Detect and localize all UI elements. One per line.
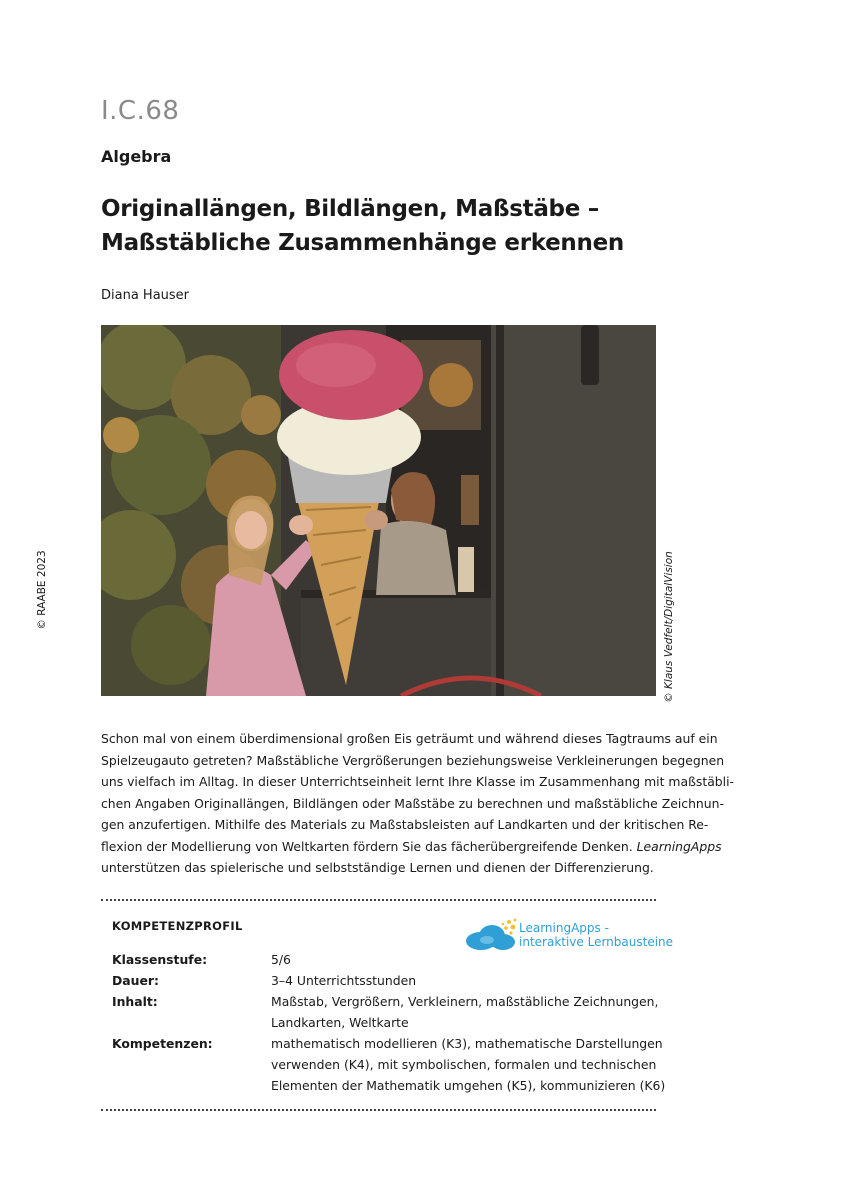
photo-credit: © Klaus Vedfelt/DigitalVision bbox=[663, 551, 675, 703]
intro-line: Spielzeugauto getreten? Maßstäbliche Vergrößerungen beziehungsweise Verkleinerungen begegnen bbox=[101, 752, 725, 768]
profile-value bbox=[271, 991, 659, 1033]
logo-line-1: LearningApps - bbox=[519, 921, 609, 935]
profile-value-line: Maßstab, Vergrößern, Verkleinern, maßstäbliche Zeichnungen, bbox=[271, 994, 659, 1009]
intro-line: gen anzufertigen. Mithilfe des Materials zu Maßstabsleisten auf Landkarten und der kritischen Re- bbox=[101, 817, 709, 832]
profile-value-line: 3–4 Unterrichtsstunden bbox=[271, 973, 417, 988]
cloud-icon bbox=[465, 914, 521, 954]
copyright-notice: © RAABE 2023 bbox=[36, 550, 48, 630]
profile-value bbox=[271, 970, 651, 991]
profile-row-kompetenzen bbox=[112, 1033, 666, 1096]
profile-label: Klassenstufe: bbox=[112, 952, 208, 967]
intro-paragraph bbox=[101, 728, 735, 879]
dotted-divider-bottom bbox=[101, 1109, 656, 1111]
profile-label: Kompetenzen: bbox=[112, 1036, 213, 1051]
intro-line-6 bbox=[101, 836, 722, 858]
learningapps-mention: LearningApps bbox=[636, 838, 722, 854]
profile-value-line: Elementen der Mathematik umgehen (K5), kommunizieren (K6) bbox=[271, 1078, 666, 1093]
intro-line: unterstützen das spielerische und selbstständige Lernen und dienen der Differenzierung. bbox=[101, 860, 654, 875]
document-code: I.C.68 bbox=[101, 96, 180, 126]
intro-line: flexion der Modellierung von Weltkarten fördern Sie das fächerübergreifende Denken. bbox=[101, 838, 633, 854]
profile-row-dauer bbox=[112, 970, 652, 991]
learningapps-logo-text bbox=[519, 921, 673, 949]
intro-line: uns vielfach im Alltag. In dieser Unterrichtseinheit lernt Ihre Klasse im Zusammenhang mit maßstäbli- bbox=[101, 774, 735, 789]
cover-photo bbox=[101, 325, 656, 696]
profile-row-inhalt bbox=[112, 991, 659, 1033]
title-line-2: Maßstäbliche Zusammenhänge erkennen bbox=[101, 230, 624, 256]
profile-value-line: verwenden (K4), mit symbolischen, formalen und technischen bbox=[271, 1057, 657, 1072]
intro-line: Schon mal von einem überdimensional großen Eis geträumt und während dieses Tagtraums auf ein bbox=[101, 731, 718, 746]
subject-heading: Algebra bbox=[101, 147, 172, 166]
title-line-1: Originallängen, Bildlängen, Maßstäbe – bbox=[101, 196, 599, 222]
profile-value-line: 5/6 bbox=[271, 952, 291, 967]
profile-label: Dauer: bbox=[112, 973, 159, 988]
profile-value bbox=[271, 1033, 666, 1096]
kompetenzprofil-table bbox=[112, 949, 666, 1096]
intro-line: chen Angaben Originallängen, Bildlängen oder Maßstäbe zu berechnen und maßstäbliche Zeichnun- bbox=[101, 795, 724, 811]
logo-line-2: interaktive Lernbausteine bbox=[519, 935, 674, 949]
profile-label: Inhalt: bbox=[112, 994, 158, 1009]
profile-row-klassenstufe bbox=[112, 949, 652, 970]
profile-value bbox=[271, 949, 651, 970]
author: Diana Hauser bbox=[101, 288, 190, 303]
kompetenzprofil-heading: KOMPETENZPROFIL bbox=[112, 919, 243, 933]
profile-value-line: Landkarten, Weltkarte bbox=[271, 1015, 409, 1030]
dotted-divider-top bbox=[101, 899, 656, 901]
document-title bbox=[101, 192, 661, 260]
profile-value-line: mathematisch modellieren (K3), mathematische Darstellungen bbox=[271, 1036, 663, 1051]
